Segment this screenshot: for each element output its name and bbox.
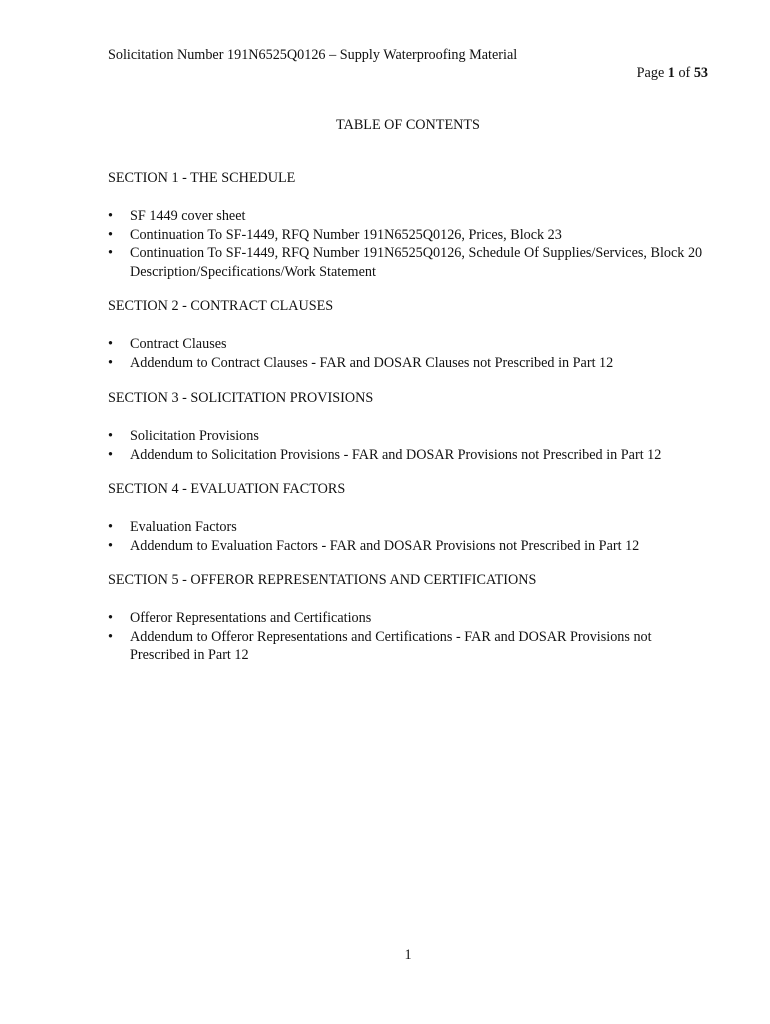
- page-current: 1: [667, 65, 675, 81]
- section-2-list: [108, 335, 708, 372]
- section-heading-5: SECTION 5 - OFFEROR REPRESENTATIONS AND CERTIFICATIONS: [108, 572, 537, 588]
- list-item: [108, 335, 708, 354]
- list-item-text: Continuation To SF-1449, RFQ Number 191N6525Q0126, Prices, Block 23: [130, 226, 562, 243]
- page-indicator: [637, 65, 708, 82]
- list-item-text: SF 1449 cover sheet: [130, 208, 246, 224]
- list-item: [108, 226, 708, 245]
- toc-title: TABLE OF CONTENTS: [336, 117, 480, 133]
- list-item: [108, 207, 708, 226]
- section-4-list: [108, 518, 708, 555]
- list-item-text: Addendum to Contract Clauses - FAR and DOSAR Clauses not Prescribed in Part 12: [130, 354, 614, 371]
- section-heading-2: SECTION 2 - CONTRACT CLAUSES: [108, 298, 334, 314]
- bullet-icon: •: [108, 628, 113, 645]
- list-item: [108, 609, 708, 628]
- bullet-icon: •: [108, 537, 113, 554]
- page-prefix: Page: [636, 65, 668, 81]
- list-item: [108, 244, 708, 281]
- section-heading-4: SECTION 4 - EVALUATION FACTORS: [108, 481, 346, 497]
- list-item-text: Solicitation Provisions: [130, 428, 259, 444]
- footer-page-number: 1: [404, 947, 412, 963]
- list-item: [108, 354, 708, 373]
- list-item-text: Contract Clauses: [130, 336, 227, 352]
- list-item-text: Addendum to Offeror Representations and Certifications - FAR and DOSAR Provisions not Prescribed in Part 12: [130, 628, 652, 663]
- bullet-icon: •: [108, 226, 113, 243]
- bullet-icon: •: [108, 336, 113, 352]
- page-of: of: [674, 65, 694, 81]
- bullet-icon: •: [108, 610, 113, 626]
- list-item: [108, 427, 708, 446]
- list-item-text: Addendum to Solicitation Provisions - FAR and DOSAR Provisions not Prescribed in Part 12: [130, 446, 662, 463]
- list-item-text: Offeror Representations and Certifications: [130, 610, 372, 626]
- section-heading-1: SECTION 1 - THE SCHEDULE: [108, 170, 296, 186]
- section-1-list: [108, 207, 708, 281]
- list-item: [108, 628, 708, 665]
- section-5-list: [108, 609, 708, 665]
- bullet-icon: •: [108, 208, 113, 224]
- page-total: 53: [693, 65, 708, 81]
- bullet-icon: •: [108, 354, 113, 371]
- bullet-icon: •: [108, 519, 113, 535]
- list-item-text: Evaluation Factors: [130, 519, 237, 535]
- list-item: [108, 446, 708, 465]
- list-item: [108, 537, 708, 556]
- list-item-text: Continuation To SF-1449, RFQ Number 191N6525Q0126, Schedule Of Supplies/Services, Block 20 Description/Specifications/Work Statement: [130, 245, 703, 280]
- bullet-icon: •: [108, 446, 113, 463]
- bullet-icon: •: [108, 428, 113, 444]
- section-heading-3: SECTION 3 - SOLICITATION PROVISIONS: [108, 390, 374, 406]
- bullet-icon: •: [108, 245, 113, 261]
- list-item: [108, 518, 708, 537]
- section-3-list: [108, 427, 708, 464]
- document-header-title: Solicitation Number 191N6525Q0126 – Supply Waterproofing Material: [108, 47, 518, 63]
- list-item-text: Addendum to Evaluation Factors - FAR and DOSAR Provisions not Prescribed in Part 12: [130, 537, 640, 554]
